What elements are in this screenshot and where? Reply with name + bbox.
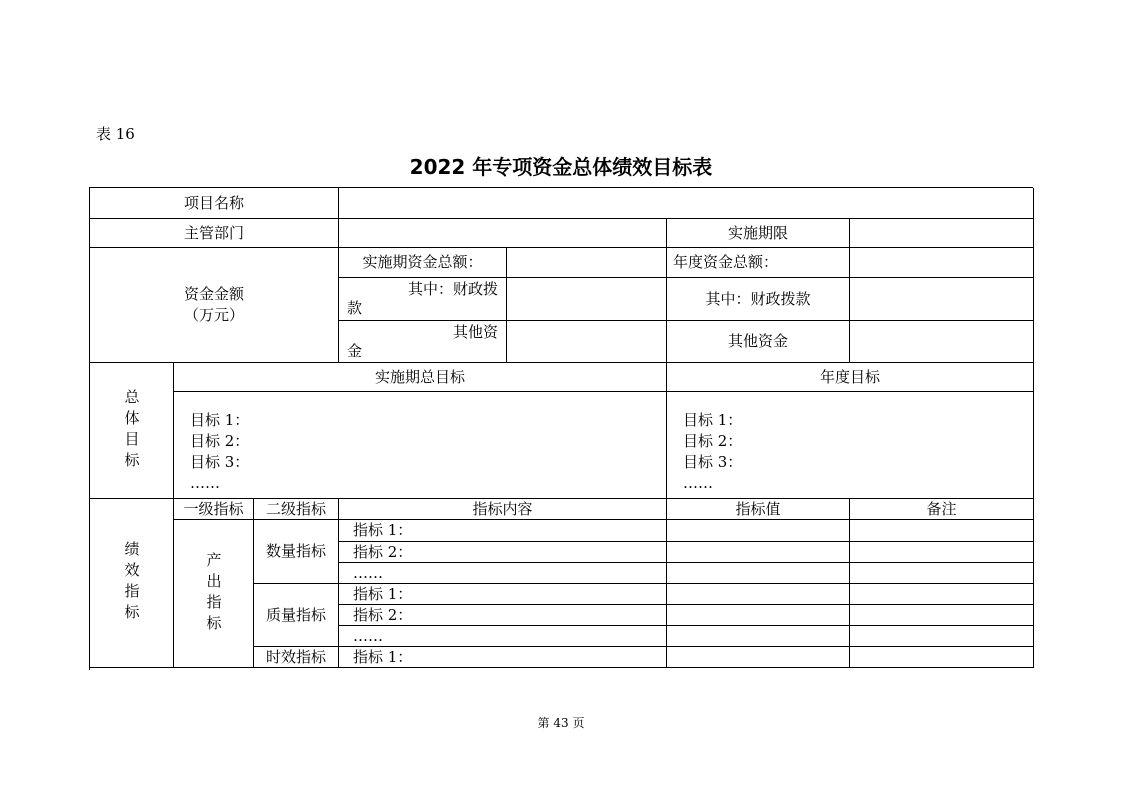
performance-label: 绩效指标 [90, 499, 174, 668]
funds-label-line2: （万元） [183, 306, 244, 324]
page-number: 第 43 页 [537, 716, 585, 730]
indicator-remark [850, 626, 1034, 647]
department-value [339, 219, 667, 248]
indicator-value [667, 605, 850, 626]
quality-indicator-label: 质量指标 [254, 584, 339, 647]
department-label: 主管部门 [90, 219, 339, 248]
indicator-remark [850, 605, 1034, 626]
indicator-value [667, 584, 850, 605]
content-header: 指标内容 [339, 499, 667, 520]
annual-goal-list [667, 392, 1034, 499]
indicator-row: …… [339, 563, 667, 584]
annual-goal-2: 目标 2： [683, 432, 743, 450]
indicator-value [667, 647, 850, 668]
indicator-remark [850, 520, 1034, 542]
period-total-value [507, 248, 667, 278]
period-goal-1: 目标 1： [190, 411, 250, 429]
fiscal-label-part1: 其中：财政拨 [407, 280, 498, 298]
indicator-remark [850, 542, 1034, 563]
indicator-row: 指标 1： [339, 647, 667, 668]
period-value [850, 219, 1034, 248]
annual-goal-more: …… [683, 474, 713, 492]
period-other-value [507, 321, 667, 363]
other-label-wrapped [339, 321, 507, 363]
indicator-remark [850, 647, 1034, 668]
project-name-value [339, 188, 1034, 219]
project-name-label: 项目名称 [90, 188, 339, 219]
annual-total-label: 年度资金总额： [667, 248, 850, 278]
indicator-remark [850, 584, 1034, 605]
annual-other-label: 其他资金 [667, 321, 850, 363]
indicator-row: …… [339, 626, 667, 647]
output-indicator-label: 产出指标 [174, 520, 254, 668]
period-goal-3: 目标 3： [190, 453, 250, 471]
timeliness-indicator-label: 时效指标 [254, 647, 339, 668]
indicator-value [667, 542, 850, 563]
level1-header: 一级指标 [174, 499, 254, 520]
period-goal-more: …… [190, 474, 220, 492]
period-goal-list [174, 392, 667, 499]
period-total-label: 实施期资金总额： [339, 248, 507, 278]
annual-fiscal-label: 其中：财政拨款 [667, 278, 850, 321]
overall-goal-label: 总体目标 [90, 363, 174, 499]
indicator-row: 指标 1： [339, 584, 667, 605]
fiscal-label-wrapped [339, 278, 507, 321]
funds-label-line1: 资金金额 [183, 285, 244, 303]
indicator-value [667, 626, 850, 647]
other-label-part2: 金 [347, 341, 363, 360]
period-label: 实施期限 [667, 219, 850, 248]
annual-goal-1: 目标 1： [683, 411, 743, 429]
indicator-value [667, 520, 850, 542]
remark-header: 备注 [850, 499, 1034, 520]
indicator-row: 指标 2： [339, 605, 667, 626]
indicator-value [667, 563, 850, 584]
quantity-indicator-label: 数量指标 [254, 520, 339, 584]
annual-total-value [850, 248, 1034, 278]
indicator-remark [850, 563, 1034, 584]
performance-goal-table [89, 187, 1033, 670]
other-label-part1: 其他资 [452, 322, 498, 341]
level2-header: 二级指标 [254, 499, 339, 520]
period-fiscal-value [507, 278, 667, 321]
annual-fiscal-value [850, 278, 1034, 321]
value-header: 指标值 [667, 499, 850, 520]
indicator-row: 指标 2： [339, 542, 667, 563]
period-goal-header: 实施期总目标 [174, 363, 667, 392]
fiscal-label-part2: 款 [347, 299, 363, 317]
table-number: 表 16 [96, 125, 135, 143]
period-goal-2: 目标 2： [190, 432, 250, 450]
document-title: 2022 年专项资金总体绩效目标表 [409, 155, 713, 179]
annual-goal-3: 目标 3： [683, 453, 743, 471]
funds-label [90, 248, 339, 363]
annual-goal-header: 年度目标 [667, 363, 1034, 392]
annual-other-value [850, 321, 1034, 363]
indicator-row: 指标 1： [339, 520, 667, 542]
